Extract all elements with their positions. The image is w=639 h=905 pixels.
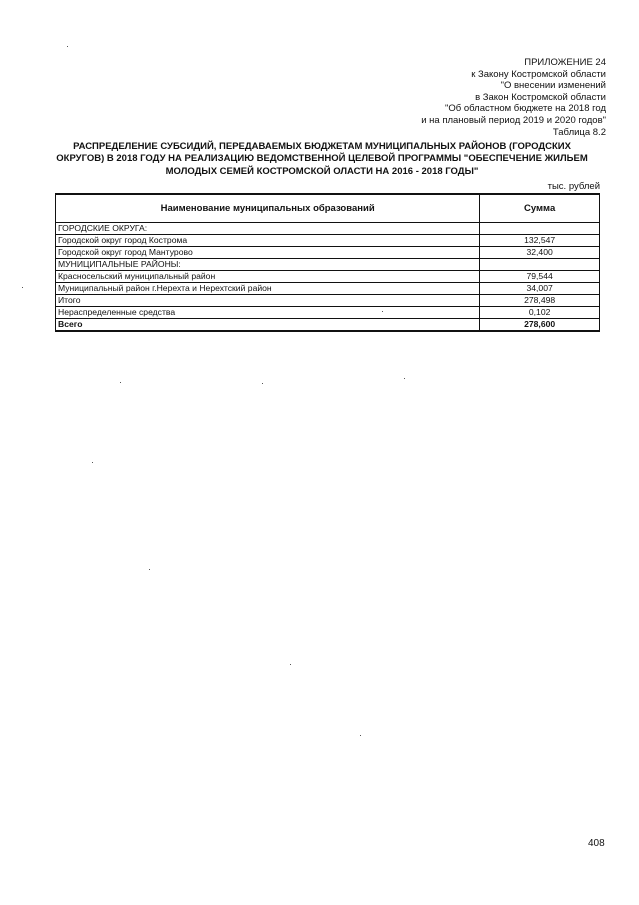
page-number: 408 [588, 838, 605, 849]
table-row [56, 283, 600, 295]
scan-speck [120, 382, 121, 383]
scan-speck [404, 378, 405, 379]
table-row-total [56, 319, 600, 332]
appendix-line: в Закон Костромской области [475, 91, 606, 103]
row-sum: 32,400 [480, 247, 600, 259]
table-row [56, 271, 600, 283]
scan-speck [360, 735, 361, 736]
title-line: РАСПРЕДЕЛЕНИЕ СУБСИДИЙ, ПЕРЕДАВАЕМЫХ БЮДЖЕТАМ МУНИЦИПАЛЬНЫХ РАЙОНОВ (ГОРОДСКИХ [73, 141, 571, 152]
row-sum: 278,498 [480, 295, 600, 307]
appendix-line: и на плановый период 2019 и 2020 годов" [421, 114, 606, 126]
column-header-name: Наименование муниципальных образований [56, 194, 480, 223]
row-name: Городской округ город Мантурово [56, 247, 480, 259]
title-line: ОКРУГОВ) В 2018 ГОДУ НА РЕАЛИЗАЦИЮ ВЕДОМСТВЕННОЙ ЦЕЛЕВОЙ ПРОГРАММЫ "ОБЕСПЕЧЕНИЕ ЖИЛЬЕМ [56, 153, 588, 165]
appendix-header [306, 57, 606, 138]
appendix-number: ПРИЛОЖЕНИЕ 24 [524, 57, 606, 68]
appendix-line: к Закону Костромской области [471, 68, 606, 80]
table-row [56, 235, 600, 247]
table-row [56, 259, 600, 271]
subsidy-table [55, 193, 600, 332]
scan-speck [67, 46, 68, 47]
table-row [56, 223, 600, 235]
appendix-line: "О внесении изменений [500, 80, 606, 92]
row-sum: 34,007 [480, 283, 600, 295]
row-name: Итого [56, 295, 480, 307]
scan-speck [22, 287, 23, 288]
document-title [44, 141, 600, 178]
row-sum: 278,600 [480, 319, 600, 332]
table-number: Таблица 8.2 [552, 126, 606, 138]
row-name: Красносельский муниципальный район [56, 271, 480, 283]
scan-speck [290, 664, 291, 665]
row-name: Всего [56, 319, 480, 332]
appendix-line: "Об областном бюджете на 2018 год [445, 103, 606, 115]
units-label: тыс. рублей [547, 181, 600, 192]
table-row [56, 247, 600, 259]
row-name: Муниципальный район г.Нерехта и Нерехтский район [56, 283, 480, 295]
scan-speck [149, 569, 150, 570]
row-sum: 79,544 [480, 271, 600, 283]
row-sum [480, 223, 600, 235]
table-row-subtotal [56, 295, 600, 307]
scan-speck [382, 311, 383, 312]
column-header-sum: Сумма [480, 194, 600, 223]
title-line: МОЛОДЫХ СЕМЕЙ КОСТРОМСКОЙ ОЛАСТИ НА 2016 - 2018 ГОДЫ" [165, 165, 479, 177]
table-header-row [56, 194, 600, 223]
table-row [56, 307, 600, 319]
row-name: Городской округ город Кострома [56, 235, 480, 247]
row-sum: 0,102 [480, 307, 600, 319]
scan-speck [92, 462, 93, 463]
row-name: ГОРОДСКИЕ ОКРУГА: [56, 223, 480, 235]
row-sum [480, 259, 600, 271]
row-name: МУНИЦИПАЛЬНЫЕ РАЙОНЫ: [56, 259, 480, 271]
scan-speck [262, 383, 263, 384]
row-sum: 132,547 [480, 235, 600, 247]
row-name: Нераспределенные средства [56, 307, 480, 319]
